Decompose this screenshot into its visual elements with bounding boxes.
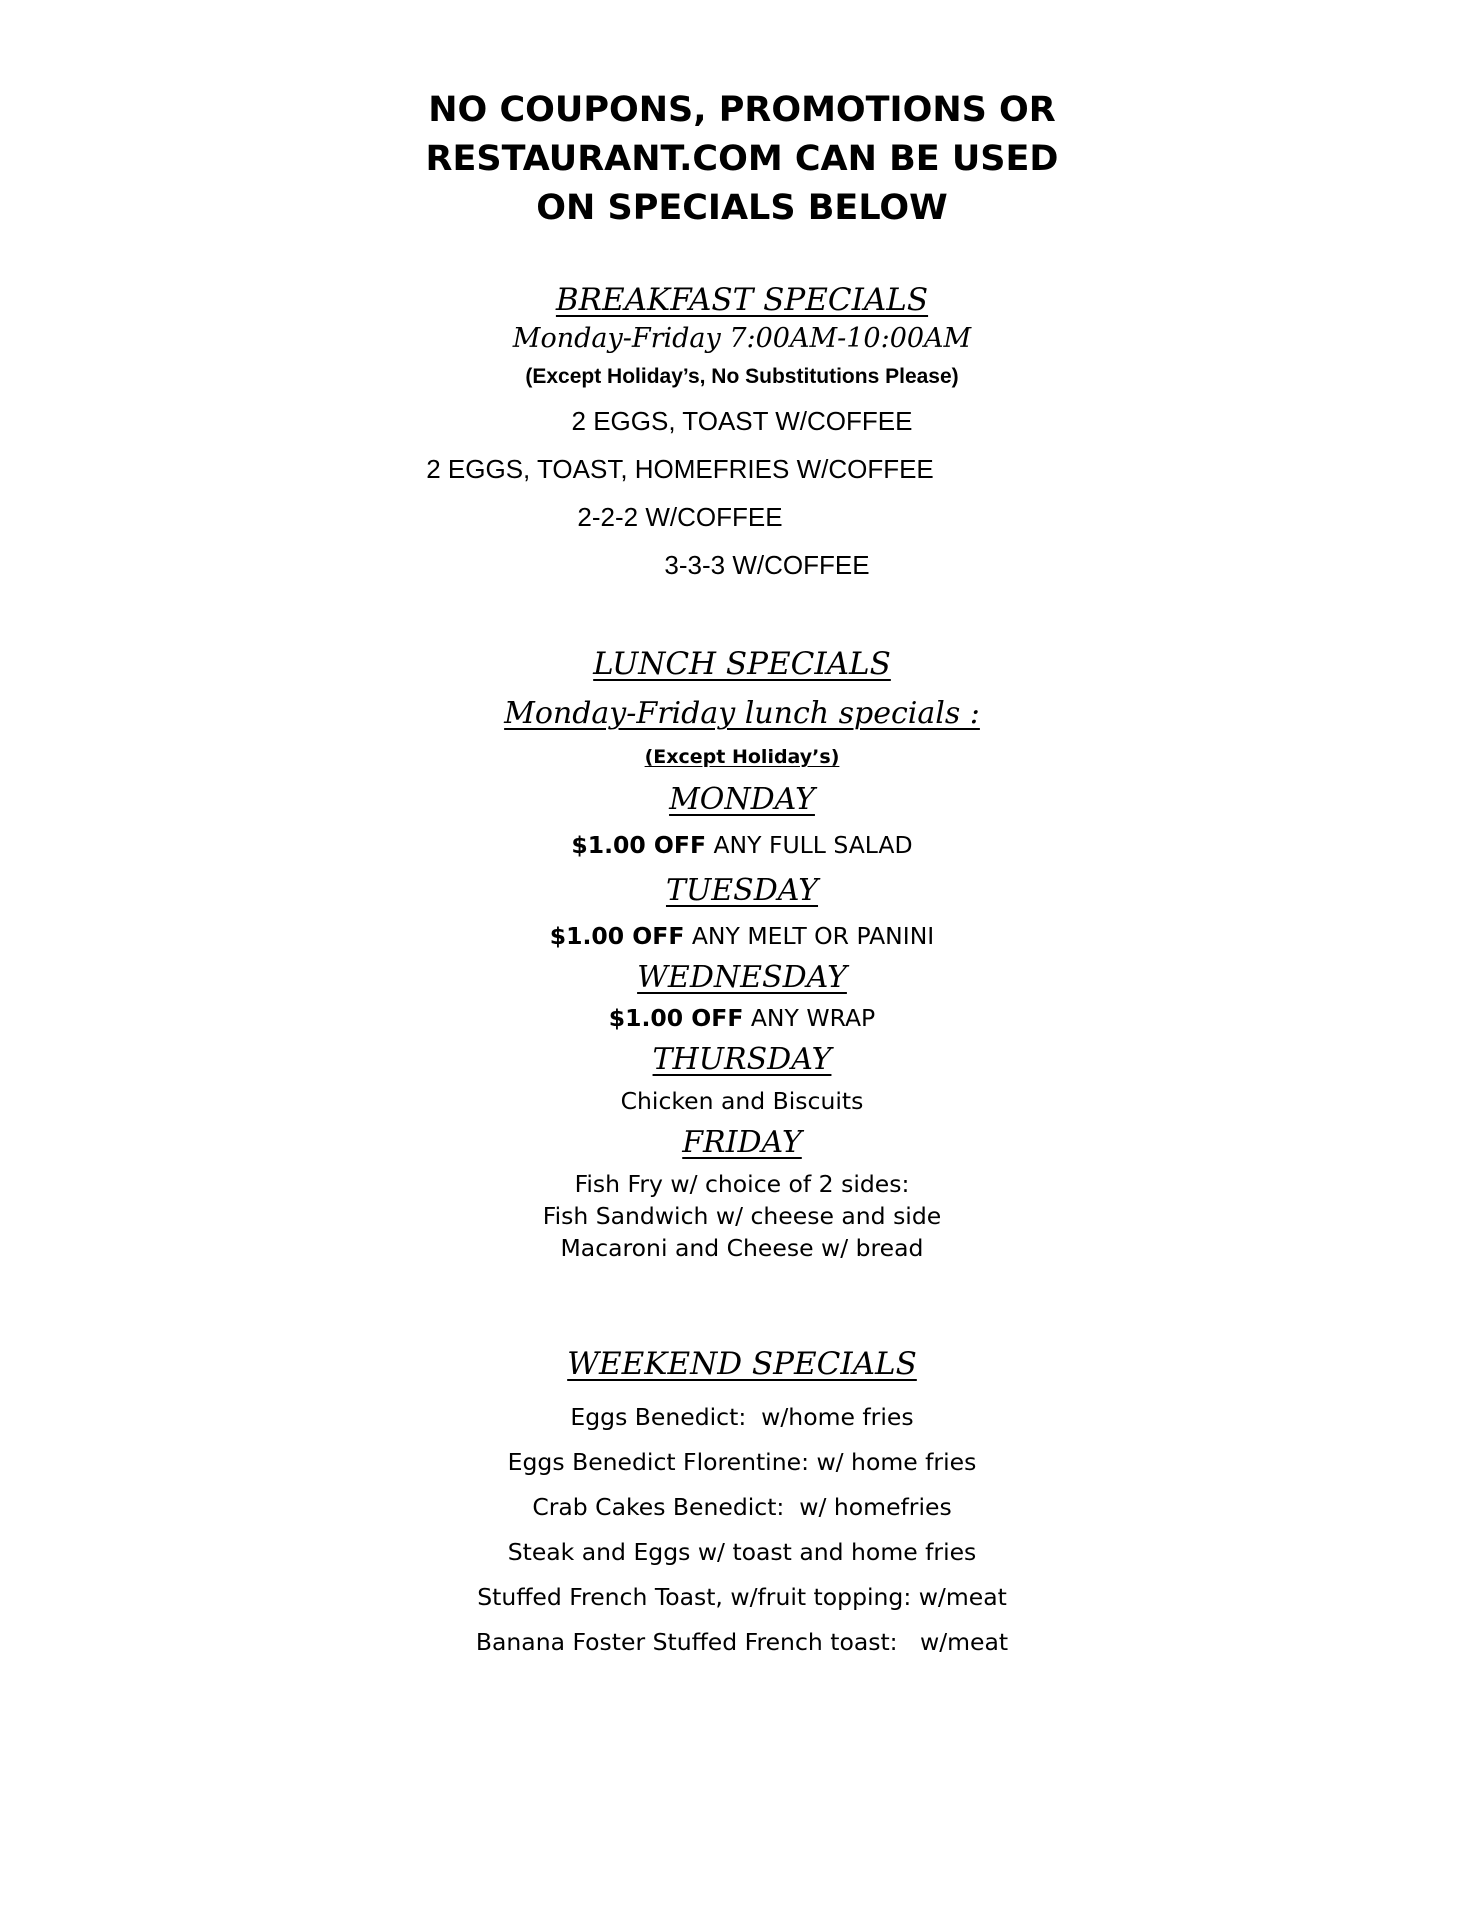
breakfast-hours: Monday-Friday 7:00AM-10:00AM — [512, 323, 972, 354]
lunch-subtitle: Monday-Friday lunch specials : — [504, 696, 980, 731]
notice-line: RESTAURANT.COM CAN BE USED — [425, 139, 1059, 179]
lunch-note: (Except Holiday’s) — [644, 746, 840, 768]
weekend-item: Eggs Benedict: w/home fries — [570, 1403, 914, 1431]
deal-item: ANY MELT OR PANINI — [684, 922, 935, 950]
friday-line: Fish Sandwich w/ cheese and side — [542, 1202, 942, 1230]
wednesday-special — [0, 1004, 1484, 1032]
deal-item: ANY WRAP — [743, 1004, 876, 1032]
weekend-item: Crab Cakes Benedict: w/ homefries — [532, 1493, 952, 1521]
friday-line: Fish Fry w/ choice of 2 sides: — [574, 1170, 910, 1198]
deal-label: $1.00 OFF — [608, 1004, 744, 1032]
breakfast-item: 3-3-3 W/COFFEE — [664, 550, 870, 580]
day-tuesday: TUESDAY — [665, 873, 819, 908]
deal-item: ANY FULL SALAD — [706, 831, 913, 859]
breakfast-note: (Except Holiday’s, No Substitutions Please) — [525, 365, 959, 388]
notice-line: ON SPECIALS BELOW — [536, 188, 948, 228]
weekend-item: Stuffed French Toast, w/fruit topping: w/meat — [477, 1583, 1007, 1611]
notice-line: NO COUPONS, PROMOTIONS OR — [428, 90, 1056, 130]
weekend-item: Steak and Eggs w/ toast and home fries — [507, 1538, 977, 1566]
day-friday: FRIDAY — [682, 1125, 802, 1160]
breakfast-item: 2 EGGS, TOAST W/COFFEE — [571, 406, 913, 436]
day-thursday: THURSDAY — [652, 1042, 832, 1077]
monday-special — [0, 831, 1484, 859]
day-monday: MONDAY — [669, 782, 815, 817]
day-wednesday: WEDNESDAY — [637, 960, 847, 995]
friday-line: Macaroni and Cheese w/ bread — [560, 1234, 924, 1262]
breakfast-title: BREAKFAST SPECIALS — [555, 282, 929, 318]
thursday-special: Chicken and Biscuits — [620, 1087, 864, 1115]
deal-label: $1.00 OFF — [571, 831, 707, 859]
weekend-item: Eggs Benedict Florentine: w/ home fries — [507, 1448, 977, 1476]
lunch-title: LUNCH SPECIALS — [593, 646, 891, 682]
weekend-item: Banana Foster Stuffed French toast: w/meat — [475, 1628, 1009, 1656]
breakfast-item: 2 EGGS, TOAST, HOMEFRIES W/COFFEE — [426, 454, 934, 484]
breakfast-item: 2-2-2 W/COFFEE — [577, 502, 783, 532]
deal-label: $1.00 OFF — [549, 922, 685, 950]
weekend-title: WEEKEND SPECIALS — [567, 1346, 917, 1382]
tuesday-special — [0, 922, 1484, 950]
